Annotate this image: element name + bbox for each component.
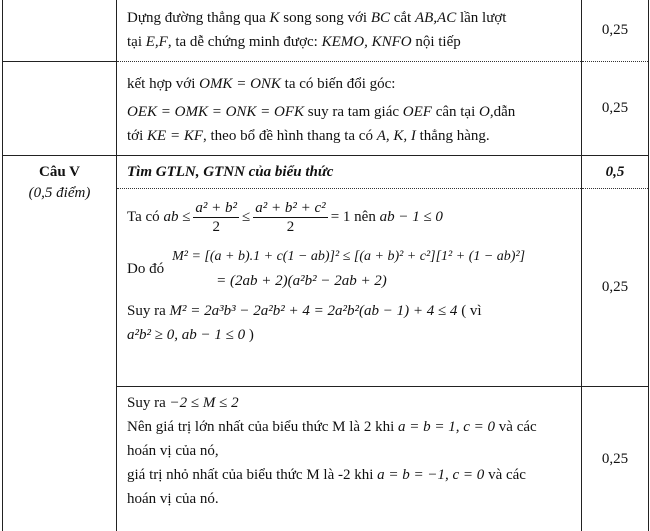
text-line xyxy=(127,100,573,124)
score-cell xyxy=(582,387,649,531)
math: KEMO, KNFO xyxy=(321,34,412,50)
math: M² = 2a³b³ − 2a²b² + 4 = 2a²b²(ab − 1) + 4 ≤ 4 xyxy=(169,303,458,319)
text: giá trị nhỏ nhất của biểu thức M là -2 khi xyxy=(127,467,374,483)
text: nội tiếp xyxy=(415,34,461,50)
text-line xyxy=(127,6,573,30)
score-cell xyxy=(582,62,649,156)
text: tới xyxy=(127,128,144,144)
text: Nên giá trị lớn nhất của biểu thức M là 2 khi xyxy=(127,419,395,435)
text: , theo bổ đề hình thang ta có xyxy=(203,128,373,144)
score: 0,25 xyxy=(601,451,629,467)
text: Do đó xyxy=(127,261,165,277)
table-row xyxy=(3,156,649,189)
question-label-cell xyxy=(3,156,117,531)
text: hoán vị của nó, xyxy=(127,443,219,459)
math: ab − 1 ≤ 0 xyxy=(379,209,443,225)
score: 0,25 xyxy=(601,279,629,295)
section-heading: Tìm GTLN, GTNN của biểu thức xyxy=(127,164,334,180)
numerator: a² + b² xyxy=(195,199,238,216)
text: Suy ra xyxy=(127,395,166,411)
text-line xyxy=(127,299,573,323)
denominator: 2 xyxy=(286,218,295,235)
text: lần lượt xyxy=(459,10,507,26)
math: BC xyxy=(370,10,390,26)
heading-cell xyxy=(117,156,582,189)
text-line xyxy=(127,30,573,54)
math: A, K, I xyxy=(376,128,416,144)
text-line xyxy=(127,72,573,96)
score-cell xyxy=(582,189,649,387)
text-line xyxy=(127,439,573,463)
text-line xyxy=(127,245,573,293)
denominator: 2 xyxy=(212,218,220,235)
text: thẳng hàng. xyxy=(419,128,490,144)
grading-table xyxy=(2,0,649,531)
math: OMK = ONK xyxy=(199,76,281,92)
text-line xyxy=(127,463,573,487)
math: a²b² ≥ 0, ab − 1 ≤ 0 xyxy=(127,327,246,343)
math: KE = KF xyxy=(147,128,203,144)
math: E,F xyxy=(145,34,168,50)
math: a = b = −1, c = 0 xyxy=(377,467,485,483)
math: = 1 xyxy=(330,209,351,225)
math: −2 ≤ M ≤ 2 xyxy=(169,395,239,411)
question-label: Câu V xyxy=(39,164,80,180)
solution-cell xyxy=(117,387,582,531)
math: OEF xyxy=(402,104,432,120)
score-cell xyxy=(582,156,649,189)
text: tại xyxy=(127,34,142,50)
text: , ta dễ chứng minh được: xyxy=(167,34,318,50)
text-line xyxy=(127,195,573,239)
score-cell xyxy=(582,0,649,62)
question-points: (0,5 điểm) xyxy=(28,185,91,201)
math: ≤ xyxy=(242,209,251,225)
text: hoán vị của nó. xyxy=(127,491,219,507)
fraction xyxy=(193,199,239,236)
text: Ta có xyxy=(127,209,160,225)
math: AB,AC xyxy=(414,10,457,26)
solution-cell xyxy=(117,189,582,387)
fraction xyxy=(253,199,327,236)
empty-cell xyxy=(3,62,117,156)
text: cắt xyxy=(393,10,412,26)
text: cân tại xyxy=(435,104,476,120)
text: Suy ra xyxy=(127,303,166,319)
math: ab ≤ xyxy=(163,209,191,225)
text: kết hợp với xyxy=(127,76,196,92)
text: ) xyxy=(248,327,254,343)
math: O xyxy=(479,104,490,120)
text-line xyxy=(127,487,573,511)
text: Dựng đường thẳng qua xyxy=(127,10,266,26)
text-line xyxy=(127,323,573,347)
text: ( vì xyxy=(461,303,482,319)
score: 0,25 xyxy=(601,100,629,116)
math: M² = [(a + b).1 + c(1 − ab)]² ≤ [(a + b)² + c²][1² + (1 − ab)²] xyxy=(172,249,526,264)
text-line xyxy=(127,391,573,415)
text: và các xyxy=(498,419,537,435)
text: ,dẫn xyxy=(489,104,516,120)
empty-cell xyxy=(3,0,117,62)
math: K xyxy=(269,10,280,26)
score: 0,5 xyxy=(605,163,625,180)
table-row xyxy=(3,0,649,62)
text: ta có biến đổi góc: xyxy=(284,76,396,92)
table-row xyxy=(3,62,649,156)
text: và các xyxy=(488,467,526,483)
math: a = b = 1, c = 0 xyxy=(398,419,496,435)
math: OEK = OMK = ONK = OFK xyxy=(127,104,305,120)
text: nên xyxy=(354,209,376,225)
score: 0,25 xyxy=(601,22,629,38)
text: song song với xyxy=(283,10,368,26)
text-line xyxy=(127,124,573,148)
solution-cell xyxy=(117,62,582,156)
text: suy ra tam giác xyxy=(307,104,400,120)
solution-cell xyxy=(117,0,582,62)
text-line xyxy=(127,415,573,439)
math: = (2ab + 2)(a²b² − 2ab + 2) xyxy=(216,273,387,289)
numerator: a² + b² + c² xyxy=(255,199,326,216)
